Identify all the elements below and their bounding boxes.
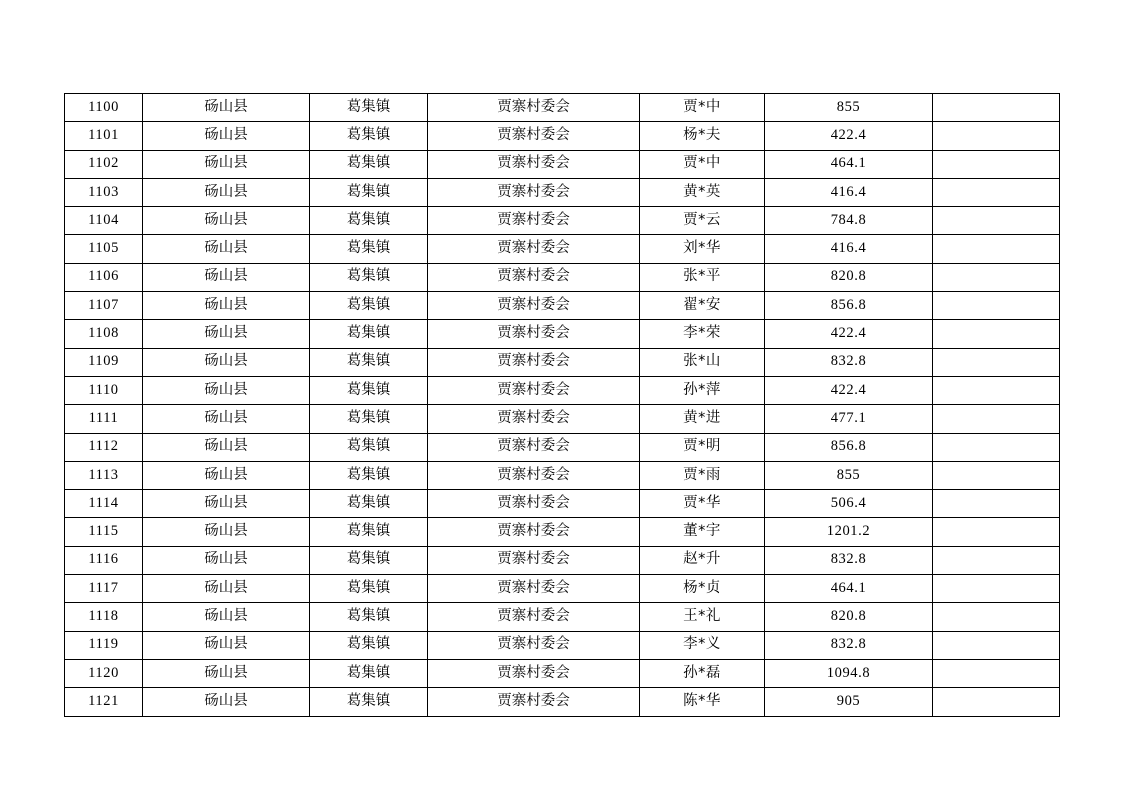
subsidy-data-table (64, 93, 1060, 717)
cell-note (933, 433, 1060, 461)
cell-sequence: 1111 (65, 405, 143, 433)
cell-amount: 416.4 (765, 178, 933, 206)
cell-village: 贾寨村委会 (428, 433, 640, 461)
cell-town: 葛集镇 (310, 405, 428, 433)
table-row (65, 433, 1060, 461)
cell-note (933, 631, 1060, 659)
cell-note (933, 235, 1060, 263)
cell-amount: 422.4 (765, 122, 933, 150)
cell-name: 李*荣 (640, 320, 765, 348)
cell-town: 葛集镇 (310, 603, 428, 631)
cell-county: 砀山县 (143, 263, 310, 291)
cell-county: 砀山县 (143, 631, 310, 659)
cell-name: 黄*进 (640, 405, 765, 433)
cell-sequence: 1106 (65, 263, 143, 291)
cell-county: 砀山县 (143, 518, 310, 546)
cell-note (933, 490, 1060, 518)
cell-town: 葛集镇 (310, 122, 428, 150)
cell-sequence: 1116 (65, 546, 143, 574)
cell-name: 贾*雨 (640, 461, 765, 489)
cell-town: 葛集镇 (310, 150, 428, 178)
cell-town: 葛集镇 (310, 688, 428, 716)
cell-village: 贾寨村委会 (428, 490, 640, 518)
cell-name: 陈*华 (640, 688, 765, 716)
cell-name: 黄*英 (640, 178, 765, 206)
cell-note (933, 263, 1060, 291)
cell-amount: 1201.2 (765, 518, 933, 546)
cell-village: 贾寨村委会 (428, 150, 640, 178)
cell-amount: 820.8 (765, 603, 933, 631)
cell-note (933, 122, 1060, 150)
cell-sequence: 1105 (65, 235, 143, 263)
cell-amount: 856.8 (765, 292, 933, 320)
cell-county: 砀山县 (143, 688, 310, 716)
cell-note (933, 518, 1060, 546)
cell-amount: 832.8 (765, 631, 933, 659)
cell-amount: 422.4 (765, 320, 933, 348)
cell-county: 砀山县 (143, 94, 310, 122)
cell-town: 葛集镇 (310, 376, 428, 404)
cell-county: 砀山县 (143, 461, 310, 489)
cell-amount: 855 (765, 461, 933, 489)
cell-sequence: 1120 (65, 659, 143, 687)
cell-county: 砀山县 (143, 348, 310, 376)
cell-sequence: 1108 (65, 320, 143, 348)
cell-note (933, 178, 1060, 206)
cell-village: 贾寨村委会 (428, 688, 640, 716)
cell-name: 杨*夫 (640, 122, 765, 150)
table-row (65, 235, 1060, 263)
cell-amount: 416.4 (765, 235, 933, 263)
cell-name: 赵*升 (640, 546, 765, 574)
cell-town: 葛集镇 (310, 518, 428, 546)
cell-town: 葛集镇 (310, 631, 428, 659)
table-row (65, 292, 1060, 320)
cell-name: 贾*明 (640, 433, 765, 461)
cell-village: 贾寨村委会 (428, 575, 640, 603)
cell-name: 翟*安 (640, 292, 765, 320)
table-row (65, 688, 1060, 716)
cell-amount: 464.1 (765, 575, 933, 603)
cell-county: 砀山县 (143, 546, 310, 574)
cell-amount: 855 (765, 94, 933, 122)
cell-sequence: 1109 (65, 348, 143, 376)
cell-amount: 832.8 (765, 348, 933, 376)
cell-sequence: 1110 (65, 376, 143, 404)
cell-name: 贾*云 (640, 207, 765, 235)
cell-note (933, 405, 1060, 433)
table-row (65, 348, 1060, 376)
cell-town: 葛集镇 (310, 207, 428, 235)
cell-village: 贾寨村委会 (428, 320, 640, 348)
table-row (65, 575, 1060, 603)
cell-note (933, 461, 1060, 489)
cell-town: 葛集镇 (310, 292, 428, 320)
cell-sequence: 1115 (65, 518, 143, 546)
table-row (65, 659, 1060, 687)
cell-town: 葛集镇 (310, 235, 428, 263)
cell-name: 王*礼 (640, 603, 765, 631)
cell-village: 贾寨村委会 (428, 631, 640, 659)
cell-name: 张*平 (640, 263, 765, 291)
table-row (65, 461, 1060, 489)
cell-sequence: 1104 (65, 207, 143, 235)
cell-sequence: 1102 (65, 150, 143, 178)
table-row (65, 405, 1060, 433)
cell-town: 葛集镇 (310, 490, 428, 518)
cell-village: 贾寨村委会 (428, 603, 640, 631)
cell-name: 杨*贞 (640, 575, 765, 603)
table-body (65, 94, 1060, 717)
table-row (65, 603, 1060, 631)
table-row (65, 376, 1060, 404)
cell-county: 砀山县 (143, 659, 310, 687)
cell-town: 葛集镇 (310, 546, 428, 574)
table-row (65, 178, 1060, 206)
cell-village: 贾寨村委会 (428, 659, 640, 687)
cell-village: 贾寨村委会 (428, 348, 640, 376)
cell-amount: 905 (765, 688, 933, 716)
cell-note (933, 659, 1060, 687)
cell-sequence: 1100 (65, 94, 143, 122)
cell-amount: 856.8 (765, 433, 933, 461)
cell-county: 砀山县 (143, 603, 310, 631)
cell-village: 贾寨村委会 (428, 263, 640, 291)
cell-county: 砀山县 (143, 235, 310, 263)
cell-amount: 1094.8 (765, 659, 933, 687)
data-table-container (64, 93, 1059, 717)
cell-note (933, 348, 1060, 376)
table-row (65, 490, 1060, 518)
cell-village: 贾寨村委会 (428, 376, 640, 404)
table-row (65, 122, 1060, 150)
cell-name: 贾*中 (640, 150, 765, 178)
cell-note (933, 546, 1060, 574)
cell-amount: 477.1 (765, 405, 933, 433)
cell-village: 贾寨村委会 (428, 178, 640, 206)
cell-note (933, 292, 1060, 320)
cell-amount: 820.8 (765, 263, 933, 291)
table-row (65, 150, 1060, 178)
table-row (65, 263, 1060, 291)
cell-sequence: 1101 (65, 122, 143, 150)
cell-village: 贾寨村委会 (428, 94, 640, 122)
cell-town: 葛集镇 (310, 348, 428, 376)
cell-town: 葛集镇 (310, 178, 428, 206)
cell-village: 贾寨村委会 (428, 122, 640, 150)
cell-name: 孙*磊 (640, 659, 765, 687)
cell-village: 贾寨村委会 (428, 546, 640, 574)
cell-village: 贾寨村委会 (428, 461, 640, 489)
cell-village: 贾寨村委会 (428, 207, 640, 235)
table-row (65, 546, 1060, 574)
cell-town: 葛集镇 (310, 263, 428, 291)
table-row (65, 631, 1060, 659)
cell-note (933, 207, 1060, 235)
cell-village: 贾寨村委会 (428, 405, 640, 433)
cell-county: 砀山县 (143, 207, 310, 235)
table-row (65, 518, 1060, 546)
table-row (65, 94, 1060, 122)
cell-name: 孙*萍 (640, 376, 765, 404)
cell-county: 砀山县 (143, 178, 310, 206)
cell-town: 葛集镇 (310, 94, 428, 122)
cell-county: 砀山县 (143, 122, 310, 150)
cell-amount: 832.8 (765, 546, 933, 574)
cell-sequence: 1113 (65, 461, 143, 489)
cell-town: 葛集镇 (310, 575, 428, 603)
cell-amount: 422.4 (765, 376, 933, 404)
cell-note (933, 688, 1060, 716)
cell-county: 砀山县 (143, 376, 310, 404)
cell-note (933, 150, 1060, 178)
cell-village: 贾寨村委会 (428, 518, 640, 546)
cell-county: 砀山县 (143, 433, 310, 461)
cell-sequence: 1112 (65, 433, 143, 461)
cell-sequence: 1119 (65, 631, 143, 659)
cell-town: 葛集镇 (310, 461, 428, 489)
cell-amount: 464.1 (765, 150, 933, 178)
cell-county: 砀山县 (143, 150, 310, 178)
cell-note (933, 320, 1060, 348)
cell-name: 张*山 (640, 348, 765, 376)
table-row (65, 320, 1060, 348)
cell-sequence: 1114 (65, 490, 143, 518)
cell-sequence: 1103 (65, 178, 143, 206)
cell-sequence: 1121 (65, 688, 143, 716)
cell-county: 砀山县 (143, 320, 310, 348)
cell-name: 贾*中 (640, 94, 765, 122)
cell-name: 董*宇 (640, 518, 765, 546)
cell-county: 砀山县 (143, 490, 310, 518)
cell-amount: 784.8 (765, 207, 933, 235)
cell-county: 砀山县 (143, 575, 310, 603)
cell-sequence: 1107 (65, 292, 143, 320)
cell-village: 贾寨村委会 (428, 235, 640, 263)
cell-note (933, 94, 1060, 122)
cell-name: 贾*华 (640, 490, 765, 518)
cell-village: 贾寨村委会 (428, 292, 640, 320)
table-row (65, 207, 1060, 235)
cell-note (933, 376, 1060, 404)
cell-amount: 506.4 (765, 490, 933, 518)
cell-town: 葛集镇 (310, 659, 428, 687)
cell-note (933, 575, 1060, 603)
cell-town: 葛集镇 (310, 433, 428, 461)
cell-note (933, 603, 1060, 631)
cell-name: 李*义 (640, 631, 765, 659)
cell-sequence: 1118 (65, 603, 143, 631)
cell-county: 砀山县 (143, 405, 310, 433)
cell-name: 刘*华 (640, 235, 765, 263)
cell-town: 葛集镇 (310, 320, 428, 348)
cell-sequence: 1117 (65, 575, 143, 603)
cell-county: 砀山县 (143, 292, 310, 320)
